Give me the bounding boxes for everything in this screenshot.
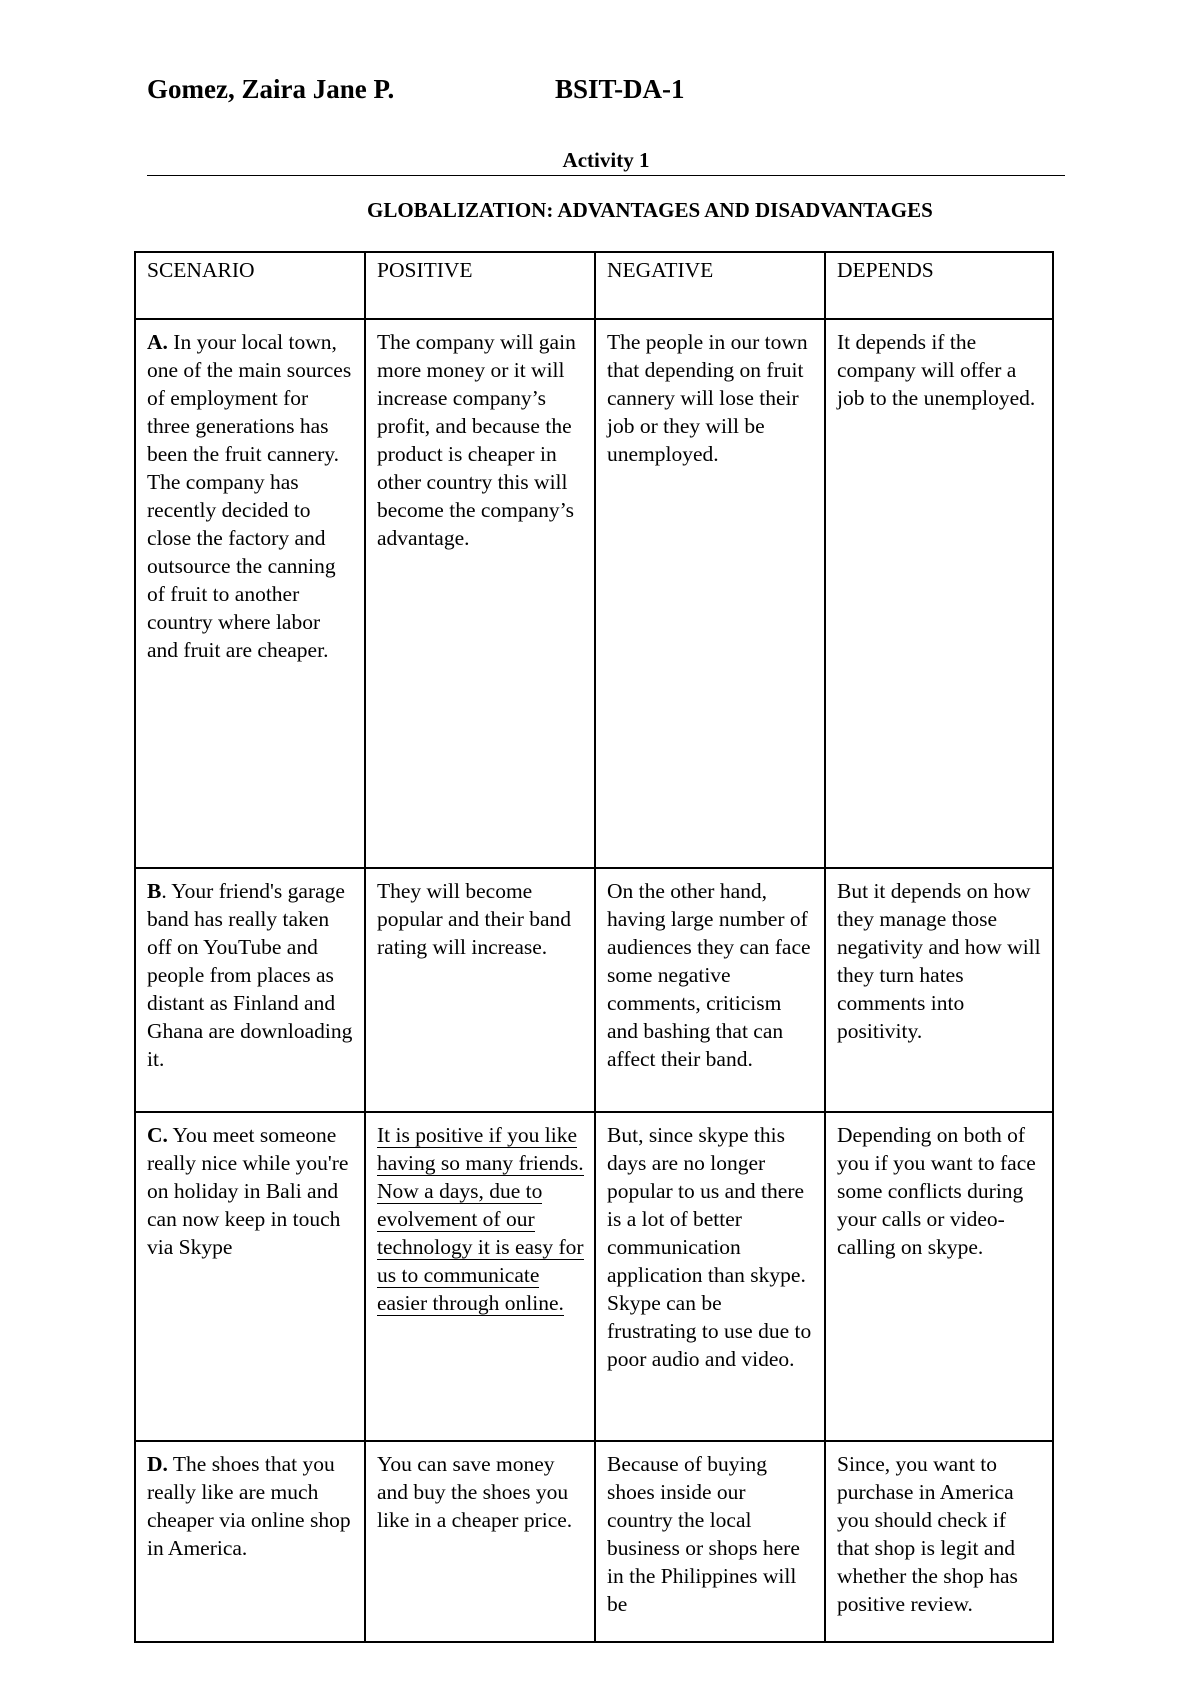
scenario-table [134, 251, 1054, 1643]
table-row [135, 319, 1053, 868]
negative-cell: Because of buying shoes inside our country the local business or shops here in the Philippines will be [595, 1441, 825, 1642]
scenario-text: . Your friend's garage band has really taken off on YouTube and people from places as distant as Finland and Ghana are downloading it. [147, 879, 353, 1071]
negative-cell: But, since skype this days are no longer popular to us and there is a lot of better communication application than skype. Skype can be frustrating to use due to poor audio and video. [595, 1112, 825, 1441]
scenario-cell [135, 868, 365, 1112]
positive-text: It is positive if you like having so many friends. Now a days, due to evolvement of our technology it is easy for us to communicate easier through online. [377, 1123, 584, 1315]
column-header-depends: DEPENDS [825, 252, 1053, 319]
scenario-letter: B [147, 879, 162, 903]
scenario-cell [135, 1112, 365, 1441]
scenario-cell [135, 1441, 365, 1642]
heading-divider [147, 175, 1065, 176]
table-row [135, 868, 1053, 1112]
scenario-letter: C. [147, 1123, 168, 1147]
scenario-cell [135, 319, 365, 868]
scenario-letter: D. [147, 1452, 168, 1476]
positive-cell: The company will gain more money or it will increase company’s profit, and because the product is cheaper in other country this will become the company’s advantage. [365, 319, 595, 868]
scenario-text: In your local town, one of the main sources of employment for three generations has been the fruit cannery. The company has recently decided to close the factory and outsource the canning of fruit to another country where labor and fruit are cheaper. [147, 330, 352, 662]
depends-cell: Since, you want to purchase in America you should check if that shop is legit and whether the shop has positive review. [825, 1441, 1053, 1642]
depends-cell: But it depends on how they manage those negativity and how will they turn hates comments into positivity. [825, 868, 1053, 1112]
student-section: BSIT-DA-1 [555, 74, 685, 104]
positive-cell [365, 1112, 595, 1441]
scenario-letter: A. [147, 330, 168, 354]
scenario-text: The shoes that you really like are much cheaper via online shop in America. [147, 1452, 351, 1560]
table-header-row [135, 252, 1053, 319]
student-name: Gomez, Zaira Jane P. [147, 74, 395, 104]
column-header-positive: POSITIVE [365, 252, 595, 319]
activity-heading: Activity 1 [562, 148, 650, 172]
table-row [135, 1441, 1053, 1642]
negative-cell: On the other hand, having large number of audiences they can face some negative comments, criticism and bashing that can affect their band. [595, 868, 825, 1112]
positive-cell: You can save money and buy the shoes you like in a cheaper price. [365, 1441, 595, 1642]
scenario-text: You meet someone really nice while you're on holiday in Bali and can now keep in touch via Skype [147, 1123, 349, 1259]
column-header-negative: NEGATIVE [595, 252, 825, 319]
table-row [135, 1112, 1053, 1441]
document-title: GLOBALIZATION: ADVANTAGES AND DISADVANTAGES [367, 198, 933, 222]
depends-cell: It depends if the company will offer a job to the unemployed. [825, 319, 1053, 868]
positive-cell: They will become popular and their band rating will increase. [365, 868, 595, 1112]
depends-cell: Depending on both of you if you want to face some conflicts during your calls or video-calling on skype. [825, 1112, 1053, 1441]
negative-cell: The people in our town that depending on fruit cannery will lose their job or they will be unemployed. [595, 319, 825, 868]
column-header-scenario: SCENARIO [135, 252, 365, 319]
